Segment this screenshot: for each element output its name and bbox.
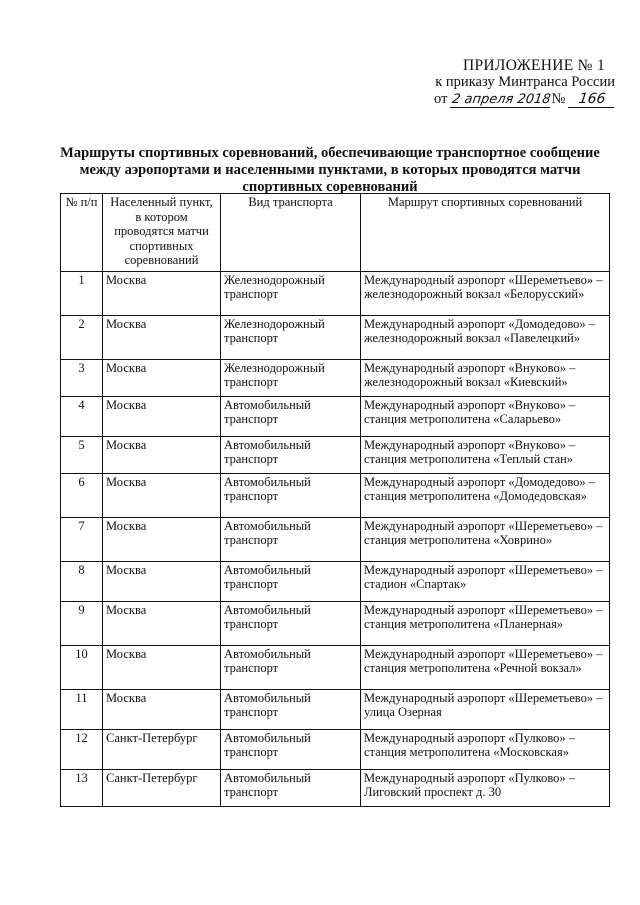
row-route: Международный аэропорт «Шереметьево» – станция метрополитена «Речной вокзал»	[361, 645, 610, 689]
row-transport: Железнодорожный транспорт	[221, 359, 361, 396]
header-city: Населенный пункт, в котором проводятся матчи спортивных соревнований	[103, 194, 221, 272]
row-number: 6	[61, 473, 103, 517]
table-row	[61, 561, 610, 601]
row-route: Международный аэропорт «Шереметьево» – стадион «Спартак»	[361, 561, 610, 601]
table-row	[61, 396, 610, 436]
row-city: Санкт-Петербург	[103, 769, 221, 806]
row-route: Международный аэропорт «Внуково» – железнодорожный вокзал «Киевский»	[361, 359, 610, 396]
row-route: Международный аэропорт «Шереметьево» – станция метрополитена «Планерная»	[361, 601, 610, 645]
row-route: Международный аэропорт «Шереметьево» – станция метрополитена «Ховрино»	[361, 517, 610, 561]
row-city: Москва	[103, 396, 221, 436]
row-transport: Автомобильный транспорт	[221, 436, 361, 473]
row-route: Международный аэропорт «Шереметьево» – железнодорожный вокзал «Белорусский»	[361, 271, 610, 315]
row-transport: Автомобильный транспорт	[221, 769, 361, 806]
row-number: 11	[61, 689, 103, 729]
row-route: Международный аэропорт «Шереметьево» – улица Озерная	[361, 689, 610, 729]
row-number: 10	[61, 645, 103, 689]
table-row	[61, 601, 610, 645]
row-number: 13	[61, 769, 103, 806]
row-city: Москва	[103, 689, 221, 729]
row-number: 4	[61, 396, 103, 436]
row-transport: Автомобильный транспорт	[221, 473, 361, 517]
row-transport: Автомобильный транспорт	[221, 517, 361, 561]
row-number: 5	[61, 436, 103, 473]
order-line	[400, 91, 615, 108]
row-number: 7	[61, 517, 103, 561]
row-city: Москва	[103, 601, 221, 645]
table-row	[61, 645, 610, 689]
row-route: Международный аэропорт «Домодедово» – станция метрополитена «Домодедовская»	[361, 473, 610, 517]
table-row	[61, 436, 610, 473]
row-transport: Автомобильный транспорт	[221, 645, 361, 689]
appendix-header	[400, 57, 615, 108]
table-row	[61, 517, 610, 561]
row-city: Санкт-Петербург	[103, 729, 221, 769]
row-transport: Автомобильный транспорт	[221, 561, 361, 601]
table-row	[61, 271, 610, 315]
row-city: Москва	[103, 517, 221, 561]
appendix-subtitle: к приказу Минтранса России	[435, 74, 615, 90]
row-transport: Автомобильный транспорт	[221, 396, 361, 436]
row-number: 8	[61, 561, 103, 601]
row-number: 2	[61, 315, 103, 359]
row-route: Международный аэропорт «Домодедово» – железнодорожный вокзал «Павелецкий»	[361, 315, 610, 359]
row-city: Москва	[103, 561, 221, 601]
table-body	[61, 271, 610, 806]
row-route: Международный аэропорт «Пулково» – станция метрополитена «Московская»	[361, 729, 610, 769]
row-transport: Железнодорожный транспорт	[221, 315, 361, 359]
row-city: Москва	[103, 315, 221, 359]
table-row	[61, 359, 610, 396]
header-num: № п/п	[61, 194, 103, 272]
row-city: Москва	[103, 271, 221, 315]
row-number: 1	[61, 271, 103, 315]
handwritten-date: 2 апреля 2018	[451, 92, 552, 107]
row-city: Москва	[103, 436, 221, 473]
row-transport: Автомобильный транспорт	[221, 689, 361, 729]
row-number: 3	[61, 359, 103, 396]
row-route: Международный аэропорт «Пулково» – Лиговский проспект д. 30	[361, 769, 610, 806]
document-title: Маршруты спортивных соревнований, обеспечивающие транспортное сообщение между аэропортами и населенными пунктами, в которых проводятся матчи спортивных соревнований	[60, 145, 600, 195]
header-route: Маршрут спортивных соревнований	[361, 194, 610, 272]
row-city: Москва	[103, 359, 221, 396]
row-transport: Автомобильный транспорт	[221, 729, 361, 769]
table-row	[61, 473, 610, 517]
appendix-title: ПРИЛОЖЕНИЕ № 1	[462, 57, 605, 74]
row-number: 9	[61, 601, 103, 645]
row-city: Москва	[103, 645, 221, 689]
table-header-row	[61, 194, 610, 272]
table-row	[61, 689, 610, 729]
row-number: 12	[61, 729, 103, 769]
row-route: Международный аэропорт «Внуково» – станция метрополитена «Саларьево»	[361, 396, 610, 436]
handwritten-number: 166	[568, 92, 616, 108]
table-row	[61, 769, 610, 806]
date-prefix: от	[434, 91, 448, 107]
row-city: Москва	[103, 473, 221, 517]
table-row	[61, 315, 610, 359]
row-route: Международный аэропорт «Внуково» – станция метрополитена «Теплый стан»	[361, 436, 610, 473]
row-transport: Автомобильный транспорт	[221, 601, 361, 645]
number-prefix: №	[551, 91, 566, 107]
row-transport: Железнодорожный транспорт	[221, 271, 361, 315]
table-row	[61, 729, 610, 769]
header-transport: Вид транспорта	[221, 194, 361, 272]
routes-table	[60, 193, 610, 807]
